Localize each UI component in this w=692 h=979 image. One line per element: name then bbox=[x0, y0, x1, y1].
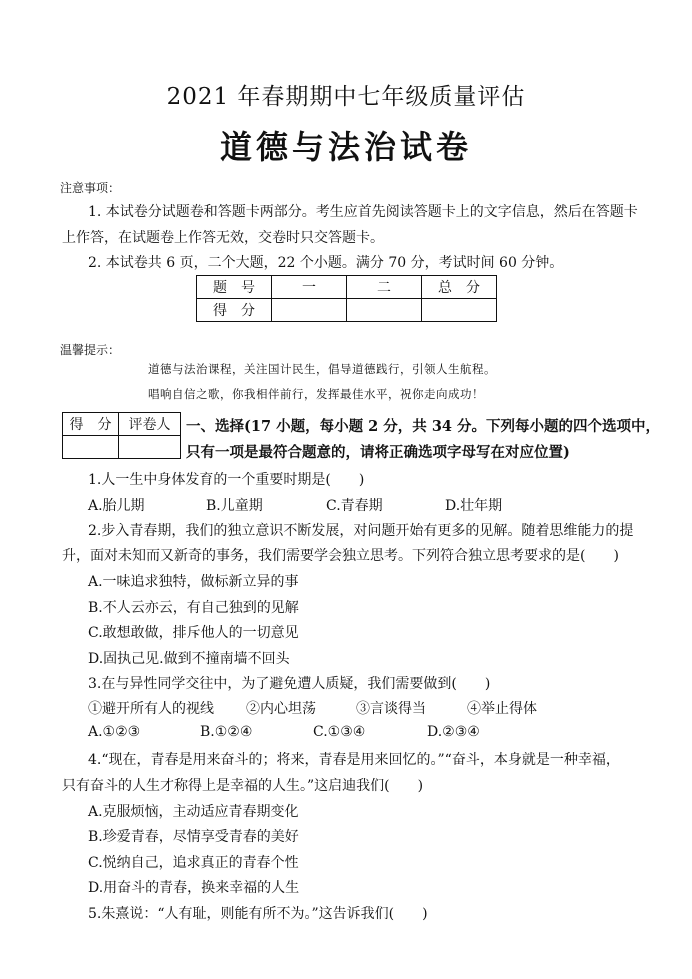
question-3-statement-3: ③言谈得当 bbox=[356, 701, 426, 717]
score-table bbox=[196, 275, 497, 322]
score-cell bbox=[422, 299, 497, 322]
question-2-option-c: C.敢想敢做，排斥他人的一切意见 bbox=[88, 625, 299, 641]
score-table-header: 一 bbox=[272, 276, 347, 299]
grader-name-cell bbox=[119, 436, 181, 459]
exam-title: 2021 年春期期中七年级质量评估 bbox=[166, 84, 526, 110]
question-1-option-c: C.青春期 bbox=[326, 498, 383, 514]
question-5-stem: 5.朱熹说：“人有耻，则能有所不为。”这告诉我们( ) bbox=[88, 906, 428, 922]
section-1-heading-cont: 只有一项是最符合题意的，请将正确选项字母写在对应位置) bbox=[186, 444, 570, 461]
grader-table bbox=[62, 412, 181, 459]
question-3-option-a: A.①②③ bbox=[88, 724, 141, 740]
question-1-stem: 1.人一生中身体发育的一个重要时期是( ) bbox=[88, 472, 365, 488]
score-table-row-label: 得 分 bbox=[197, 299, 272, 322]
tips-line-2: 唱响自信之歌，你我相伴前行，发挥最佳水平，祝你走向成功！ bbox=[148, 387, 484, 401]
section-1-heading: 一、选择(17 小题，每小题 2 分，共 34 分。下列每小题的四个选项中， bbox=[186, 418, 661, 435]
score-cell bbox=[272, 299, 347, 322]
question-4-stem: 4.“现在，青春是用来奋斗的；将来，青春是用来回忆的。”“奋斗，本身就是一种幸福， bbox=[88, 752, 620, 768]
question-4-option-d: D.用奋斗的青春，换来幸福的人生 bbox=[88, 880, 300, 896]
question-1-option-d: D.壮年期 bbox=[445, 498, 503, 514]
question-3-option-d: D.②③④ bbox=[427, 724, 480, 740]
grader-score-cell bbox=[63, 436, 119, 459]
question-2-stem-cont: 升，面对未知而又新奇的事务，我们需要学会独立思考。下列符合独立思考要求的是( ) bbox=[62, 548, 619, 564]
question-3-statement-2: ②内心坦荡 bbox=[246, 701, 316, 717]
notice-item-1: 1. 本试卷分试题卷和答题卡两部分。考生应首先阅读答题卡上的文字信息，然后在答题卡 bbox=[88, 204, 638, 220]
notice-heading: 注意事项： bbox=[60, 181, 121, 195]
grader-score-label: 得 分 bbox=[63, 413, 119, 436]
score-table-header: 题 号 bbox=[197, 276, 272, 299]
question-1-option-b: B.儿童期 bbox=[206, 498, 263, 514]
question-3-option-b: B.①②④ bbox=[200, 724, 253, 740]
question-2-option-d: D.固执己见.做到不撞南墙不回头 bbox=[88, 651, 290, 667]
question-1-option-a: A.胎儿期 bbox=[88, 498, 145, 514]
notice-item-2: 2. 本试卷共 6 页，二个大题，22 个小题。满分 70 分，考试时间 60 分钟。 bbox=[88, 255, 564, 271]
question-2-option-b: B.不人云亦云，有自己独到的见解 bbox=[88, 600, 299, 616]
score-table-header: 二 bbox=[347, 276, 422, 299]
tips-line-1: 道德与法治课程，关注国计民生，倡导道德践行，引领人生航程。 bbox=[148, 362, 496, 376]
question-3-stem: 3.在与异性同学交往中，为了避免遭人质疑，我们需要做到( ) bbox=[88, 676, 491, 692]
question-4-option-c: C.悦纳自己，追求真正的青春个性 bbox=[88, 855, 299, 871]
question-3-statement-1: ①避开所有人的视线 bbox=[88, 701, 214, 717]
question-4-option-b: B.珍爱青春，尽情享受青春的美好 bbox=[88, 829, 299, 845]
exam-subject: 道德与法治试卷 bbox=[219, 128, 472, 166]
question-2-stem: 2.步入青春期，我们的独立意识不断发展，对问题开始有更多的见解。随着思维能力的提 bbox=[88, 523, 634, 539]
notice-item-1-cont: 上作答，在试题卷上作答无效，交卷时只交答题卡。 bbox=[62, 230, 384, 246]
question-4-stem-cont: 只有奋斗的人生才称得上是幸福的人生。”这启迪我们( ) bbox=[62, 778, 424, 794]
tips-heading: 温馨提示： bbox=[60, 343, 121, 357]
score-table-header: 总 分 bbox=[422, 276, 497, 299]
question-3-option-c: C.①③④ bbox=[313, 724, 366, 740]
score-cell bbox=[347, 299, 422, 322]
grader-name-label: 评卷人 bbox=[119, 413, 181, 436]
question-3-statement-4: ④举止得体 bbox=[467, 701, 537, 717]
question-2-option-a: A.一味追求独特，做标新立异的事 bbox=[88, 574, 299, 590]
question-4-option-a: A.克服烦恼，主动适应青春期变化 bbox=[88, 804, 299, 820]
